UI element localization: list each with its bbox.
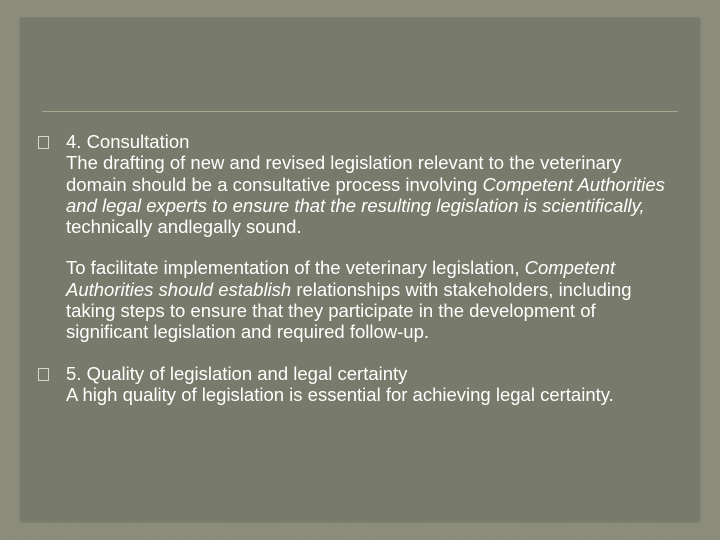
paragraph-gap <box>66 237 674 257</box>
item-heading: 4. Consultation <box>66 131 190 152</box>
paragraph-text-start: To facilitate implementation of the veterinary legislation, <box>66 257 525 279</box>
bullet-item-consultation <box>38 131 674 343</box>
slide-content <box>38 131 674 405</box>
item-heading: 5. Quality of legislation and legal certainty <box>66 362 408 384</box>
title-divider <box>42 111 678 112</box>
consultation-paragraph-1 <box>66 152 674 237</box>
square-bullet-icon <box>38 368 49 381</box>
consultation-paragraph-2 <box>66 257 674 342</box>
paragraph-text-end: technically andlegally sound. <box>66 216 302 238</box>
quality-paragraph: A high quality of legislation is essential for achieving legal certainty. <box>66 383 614 405</box>
paragraph-text: The drafting of new and revised legislation relevant to the veterinary domain should be a consultative process involving <box>66 152 622 195</box>
paragraph-text-end: relationships with stakeholders, including taking steps to ensure that they participate in the development of significant legislation and required follow-up. <box>66 278 632 343</box>
item-gap <box>38 343 674 363</box>
paragraph-italic-text: Competent Authorities and legal experts to ensure that the resulting legislation is scientifically, <box>66 173 665 216</box>
bullet-item-quality <box>38 363 674 406</box>
paragraph-italic-text: Competent Authorities should establish <box>66 257 616 300</box>
square-bullet-icon <box>38 136 49 149</box>
